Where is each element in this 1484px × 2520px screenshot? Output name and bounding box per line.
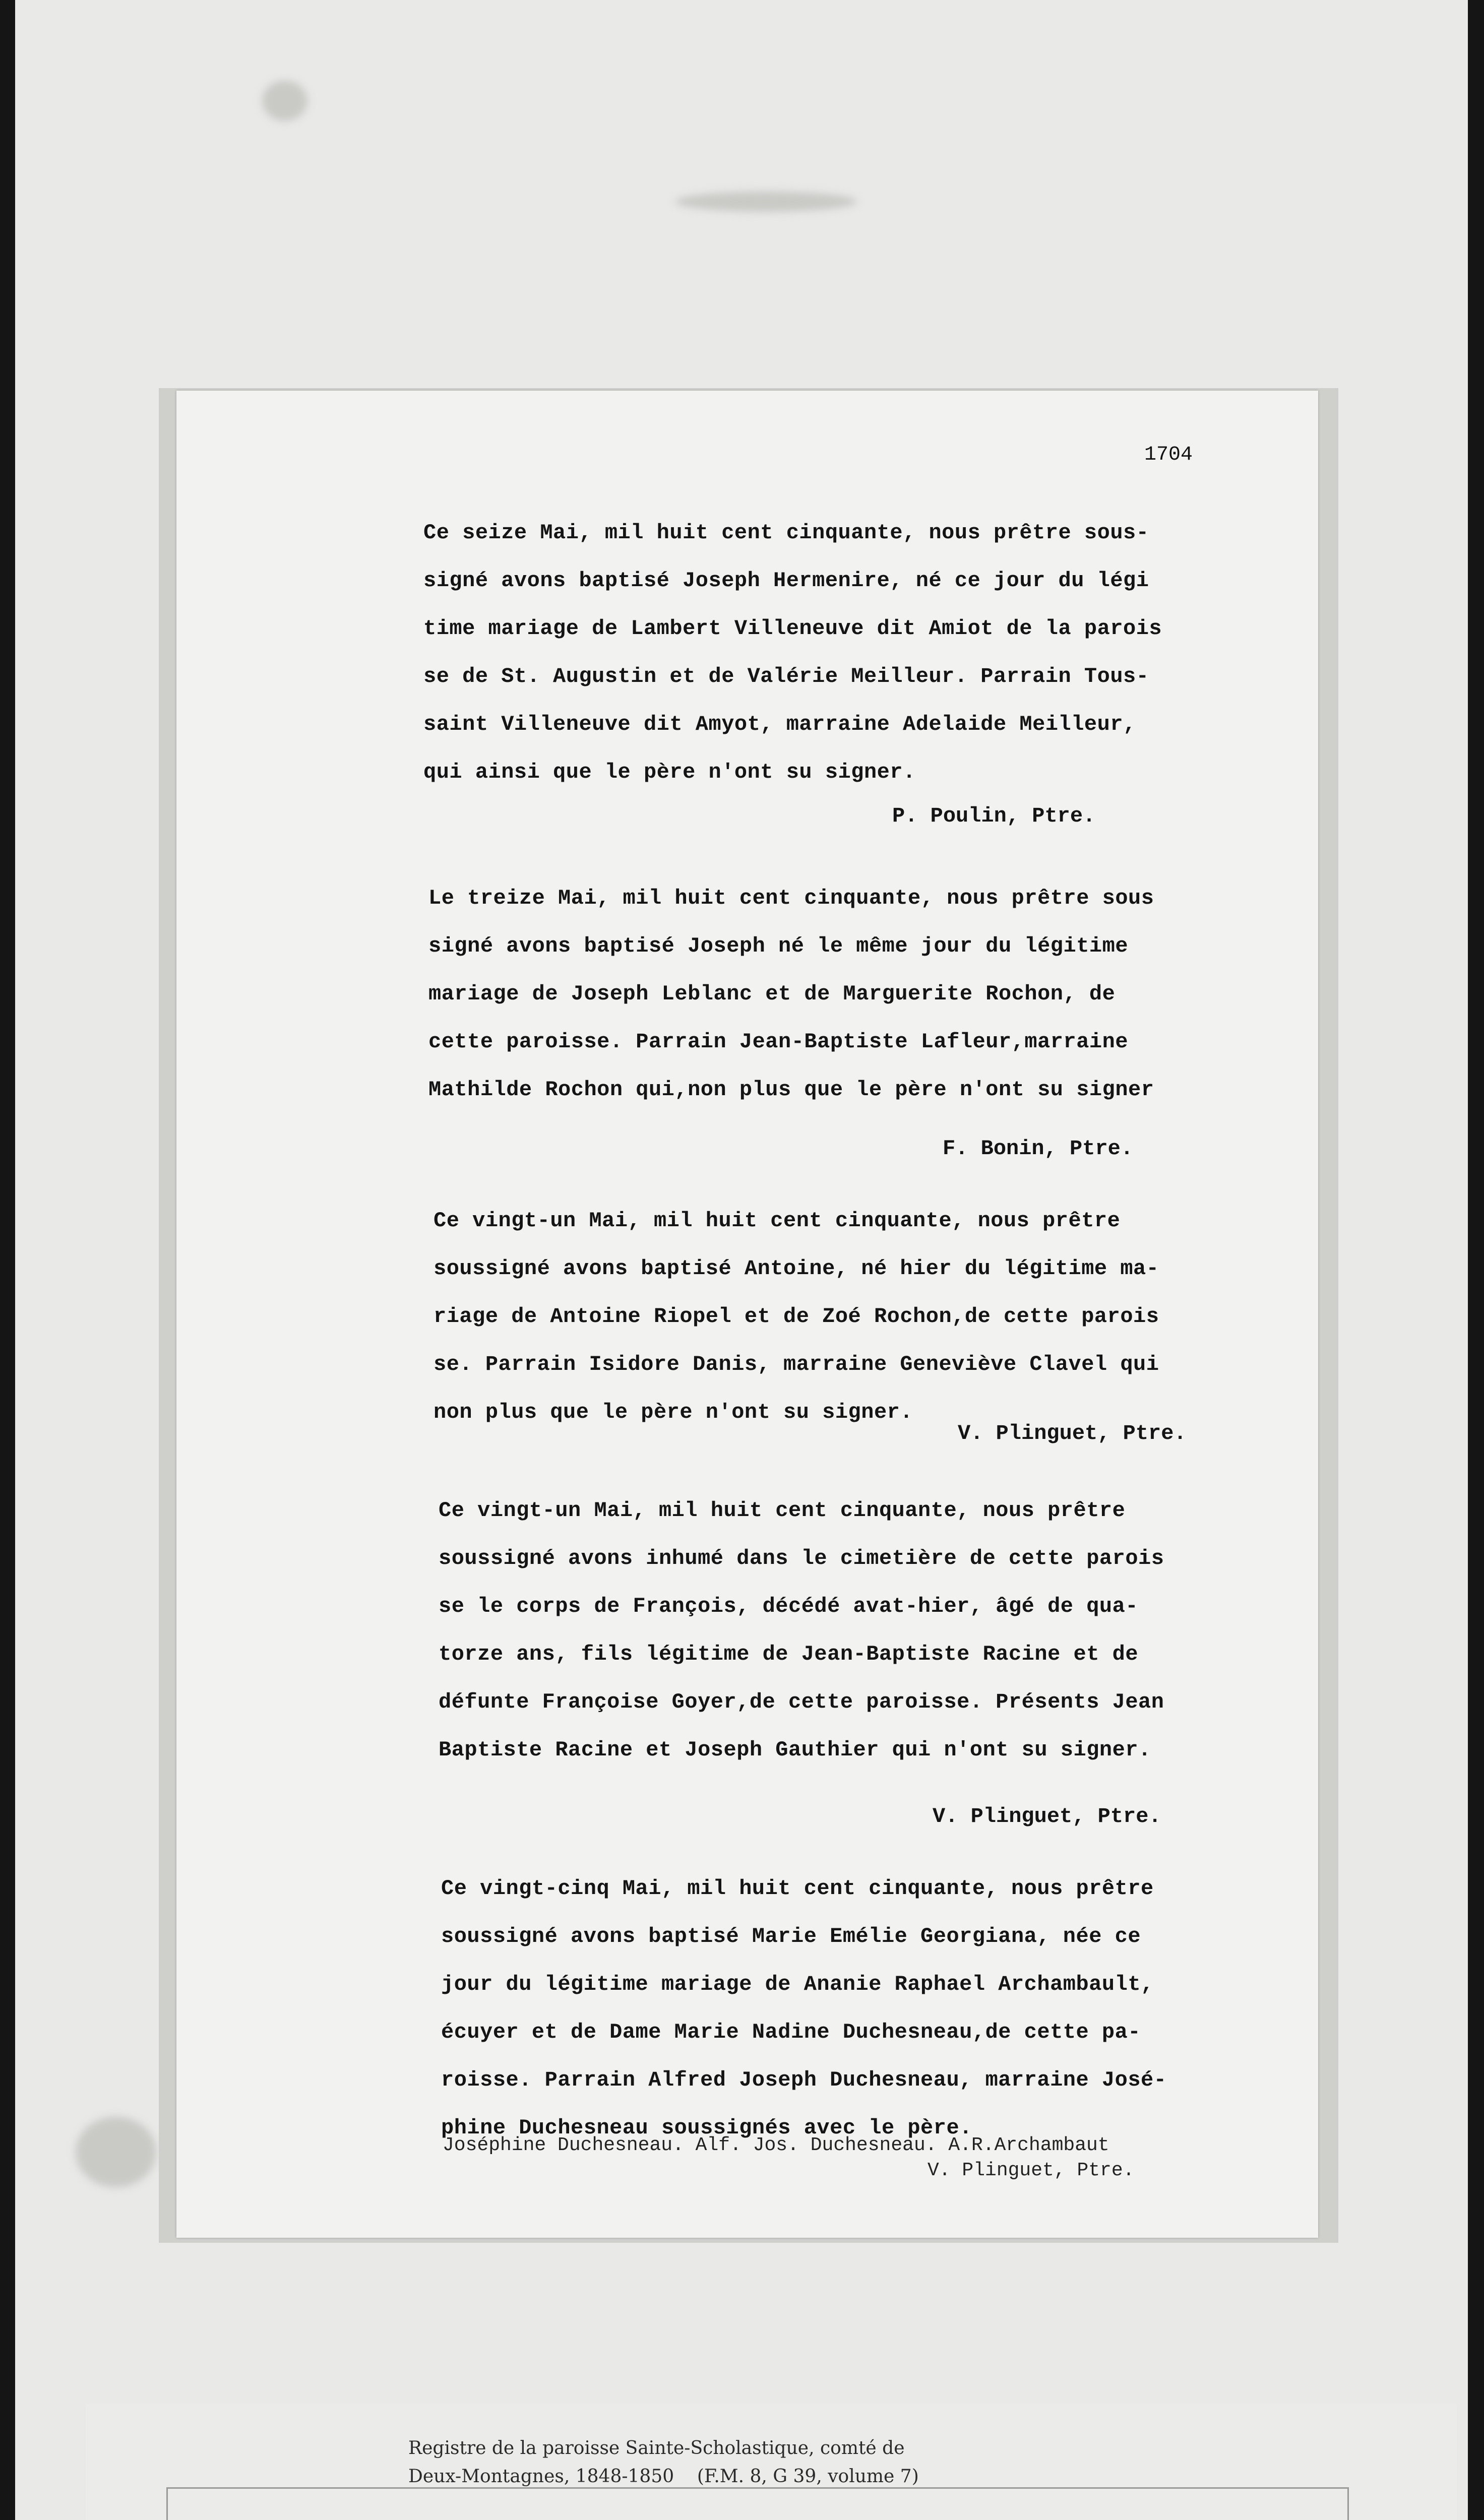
entry-line: Ce vingt-un Mai, mil huit cent cinquante, nous prêtre <box>439 1498 1126 1523</box>
film-smudge <box>262 81 307 121</box>
register-entry <box>434 1197 1159 1436</box>
entry-line: torze ans, fils légitime de Jean-Baptiste Racine et de <box>439 1642 1139 1666</box>
film-border-left <box>0 0 15 2520</box>
caption-line: Deux-Montagnes, 1848-1850 (F.M. 8, G 39, volume 7) <box>408 2466 919 2487</box>
entry-line: Ce seize Mai, mil huit cent cinquante, nous prêtre sous- <box>423 521 1149 545</box>
entry-line: time mariage de Lambert Villeneuve dit Amiot de la parois <box>423 616 1162 641</box>
register-entry <box>423 509 1162 796</box>
entry-line: non plus que le père n'ont su signer. <box>434 1400 913 1424</box>
entry-line: écuyer et de Dame Marie Nadine Duchesneau,de cette pa- <box>441 2020 1141 2044</box>
entry-line: se de St. Augustin et de Valérie Meilleur. Parrain Tous- <box>423 664 1149 688</box>
caption-line: Registre de la paroisse Sainte-Scholastique, comté de <box>408 2438 905 2459</box>
entry-line: Ce vingt-cinq Mai, mil huit cent cinquante, nous prêtre <box>441 1876 1154 1901</box>
register-entry <box>428 874 1154 1114</box>
entry-line: phine Duchesneau soussignés avec le père. <box>441 2116 972 2140</box>
entry-line: jour du légitime mariage de Ananie Raphael Archambault, <box>441 1972 1154 1996</box>
entry-line: mariage de Joseph Leblanc et de Marguerite Rochon, de <box>428 982 1116 1006</box>
entry-line: signé avons baptisé Joseph né le même jour du légitime <box>428 934 1129 958</box>
entry-line: riage de Antoine Riopel et de Zoé Rochon,de cette parois <box>434 1304 1159 1329</box>
archive-stamp-frame <box>166 2487 1349 2520</box>
entry-line: cette paroisse. Parrain Jean-Baptiste Lafleur,marraine <box>428 1030 1129 1054</box>
entry-line: qui ainsi que le père n'ont su signer. <box>423 760 916 784</box>
film-smudge <box>76 2117 156 2187</box>
entry-line: soussigné avons inhumé dans le cimetière de cette parois <box>439 1546 1164 1570</box>
entry-line: Mathilde Rochon qui,non plus que le père n'ont su signer <box>428 1078 1154 1102</box>
witness-signatures: Joséphine Duchesneau. Alf. Jos. Duchesneau. A.R.Archambaut <box>443 2134 1109 2156</box>
register-caption <box>408 2434 919 2491</box>
priest-signature: F. Bonin, Ptre. <box>943 1137 1134 1161</box>
entry-line: défunte Françoise Goyer,de cette paroisse. Présents Jean <box>439 1690 1164 1714</box>
entry-line: se le corps de François, décédé avat-hier, âgé de qua- <box>439 1594 1139 1618</box>
entry-line: Ce vingt-un Mai, mil huit cent cinquante, nous prêtre <box>434 1209 1121 1233</box>
film-border-right <box>1468 0 1484 2520</box>
film-smudge <box>675 192 857 212</box>
entry-line: soussigné avons baptisé Marie Emélie Georgiana, née ce <box>441 1924 1141 1948</box>
page-number: 1704 <box>1144 444 1193 466</box>
priest-signature: V. Plinguet, Ptre. <box>933 1804 1161 1829</box>
entry-line: soussigné avons baptisé Antoine, né hier du légitime ma- <box>434 1256 1159 1281</box>
entry-line: Baptiste Racine et Joseph Gauthier qui n'ont su signer. <box>439 1738 1151 1762</box>
entry-line: Le treize Mai, mil huit cent cinquante, nous prêtre sous <box>428 886 1154 910</box>
entry-line: se. Parrain Isidore Danis, marraine Geneviève Clavel qui <box>434 1352 1159 1376</box>
entry-line: saint Villeneuve dit Amyot, marraine Adelaide Meilleur, <box>423 712 1136 736</box>
entry-line: roisse. Parrain Alfred Joseph Duchesneau, marraine José- <box>441 2068 1167 2092</box>
priest-signature: P. Poulin, Ptre. <box>892 804 1096 828</box>
entry-line: signé avons baptisé Joseph Hermenire, né ce jour du légi <box>423 569 1149 593</box>
register-entry <box>439 1487 1164 1774</box>
priest-signature: V. Plinguet, Ptre. <box>958 1421 1187 1445</box>
priest-signature: V. Plinguet, Ptre. <box>928 2160 1135 2181</box>
register-entry <box>441 1865 1166 2152</box>
